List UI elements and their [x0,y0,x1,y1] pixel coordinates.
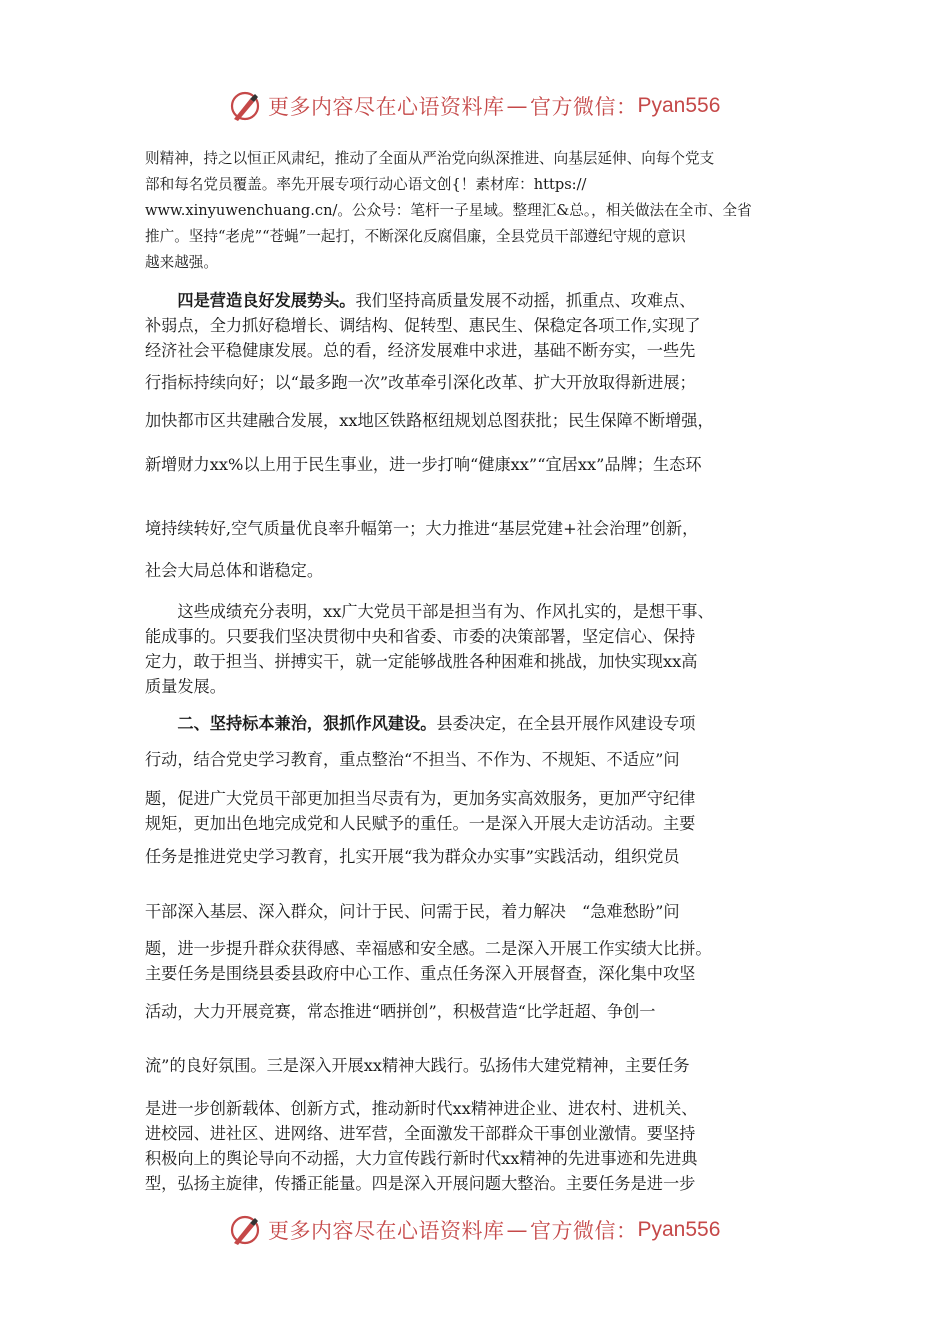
text-line: 经济社会平稳健康发展。总的看，经济发展难中求进，基础不断夯实，一些先 [145,341,696,360]
section-heading: 四是营造良好发展势头。 [177,291,356,310]
text-line: 补弱点，全力抓好稳增长、调结构、促转型、惠民生、保稳定各项工作,实现了 [145,316,701,335]
text-line: 干部深入基层、深入群众，问计于民、问需于民，着力解决 “急难愁盼”问 [145,902,680,921]
banner-wechat-label: 官方微信： [530,1219,638,1243]
footer-banner [228,1210,720,1250]
text-line: 题，促进广大党员干部更加担当尽责有为，更加务实高效服务，更加严守纪律 [145,789,696,808]
text-line: 能成事的。只要我们坚决贯彻中央和省委、市委的决策部署，坚定信心、保持 [145,627,696,646]
text-line: 这些成绩充分表明，xx广大党员干部是担当有为、作风扎实的，是想干事、 [177,602,714,621]
section-heading: 二、坚持标本兼治，狠抓作风建设。 [177,714,437,733]
text-line: 流”的良好氛围。三是深入开展xx精神大践行。弘扬伟大建党精神，主要任务 [145,1056,690,1075]
banner-wechat-id: Pyan556 [637,94,721,117]
banner-separator: — [506,94,528,118]
paragraph-development [145,288,810,591]
text-line: 进校园、进社区、进网络、进军营，全面激发干部群众干事创业激情。要坚持 [145,1124,696,1143]
banner-wechat-id: Pyan556 [637,1218,721,1241]
pen-logo-icon [228,1213,262,1247]
text-line: 加快都市区共建融合发展，xx地区铁路枢纽规划总图获批；民生保障不断增强， [145,411,714,430]
text-line: 积极向上的舆论导向不动摇，大力宣传践行新时代xx精神的先进事迹和先进典 [145,1149,698,1168]
text-line: 行动，结合党史学习教育，重点整治“不担当、不作为、不规矩、不适应”问 [145,750,680,769]
banner-title: 更多内容尽在心语资料库 [268,1219,505,1243]
text-line: 题，进一步提升群众获得感、幸福感和安全感。二是深入开展工作实绩大比拼。 [145,939,712,958]
text-line: 任务是推进党史学习教育，扎实开展“我为群众办实事”实践活动，组织党员 [145,847,680,866]
banner-separator: — [506,1218,528,1242]
header-banner [228,86,720,126]
text-line: 则精神，持之以恒正风肃纪，推动了全面从严治党向纵深推进、向基层延伸、向每个党支 [145,150,715,167]
text-line: 社会大局总体和谐稳定。 [145,561,324,580]
text-line: 主要任务是围绕县委县政府中心工作、重点任务深入开展督查，深化集中攻坚 [145,964,696,983]
text-line: www.xinyuwenchuang.cn/。公众号：笔杆一子星域。整理汇&总。，相关做法在全市、全省 [145,202,752,219]
text-line: 推广。坚持“老虎”“苍蝇”一起打，不断深化反腐倡廉，全县党员干部遵纪守规的意识 [145,228,686,245]
text-line: 型，弘扬主旋律，传播正能量。四是深入开展问题大整治。主要任务是进一步 [145,1174,696,1193]
text-line: 是进一步创新载体、创新方式，推动新时代xx精神进企业、进农村、进机关、 [145,1099,698,1118]
text-line: 县委决定，在全县开展作风建设专项 [436,714,696,733]
paragraph-achievements [145,599,810,699]
document-body [145,146,810,1196]
text-line: 境持续转好,空气质量优良率升幅第一；大力推进“基层党建+社会治理”创新， [145,519,699,538]
banner-title: 更多内容尽在心语资料库 [268,95,505,119]
text-line: 越来越强。 [145,254,218,271]
text-line: 我们坚持高质量发展不动摇，抓重点、攻难点、 [355,291,696,310]
text-line: 定力，敢于担当、拼搏实干，就一定能够战胜各种困难和挑战，加快实现xx高 [145,652,698,671]
banner-wechat-label: 官方微信： [530,95,638,119]
paragraph-discipline [145,146,810,276]
text-line: 质量发展。 [145,677,226,696]
paragraph-work-style [145,711,810,1196]
text-line: 行指标持续向好；以“最多跑一次”改革牵引深化改革、扩大开放取得新进展； [145,373,696,392]
text-line: 活动，大力开展竞赛，常态推进“晒拼创”，积极营造“比学赶超、争创一 [145,1002,656,1021]
text-line: 部和每名党员覆盖。率先开展专项行动心语文创{！素材库：https:// [145,176,587,193]
pen-logo-icon [228,89,262,123]
text-line: 新增财力xx%以上用于民生事业，进一步打响“健康xx”“宜居xx”品牌；生态环 [145,455,702,474]
text-line: 规矩，更加出色地完成党和人民赋予的重任。一是深入开展大走访活动。主要 [145,814,696,833]
